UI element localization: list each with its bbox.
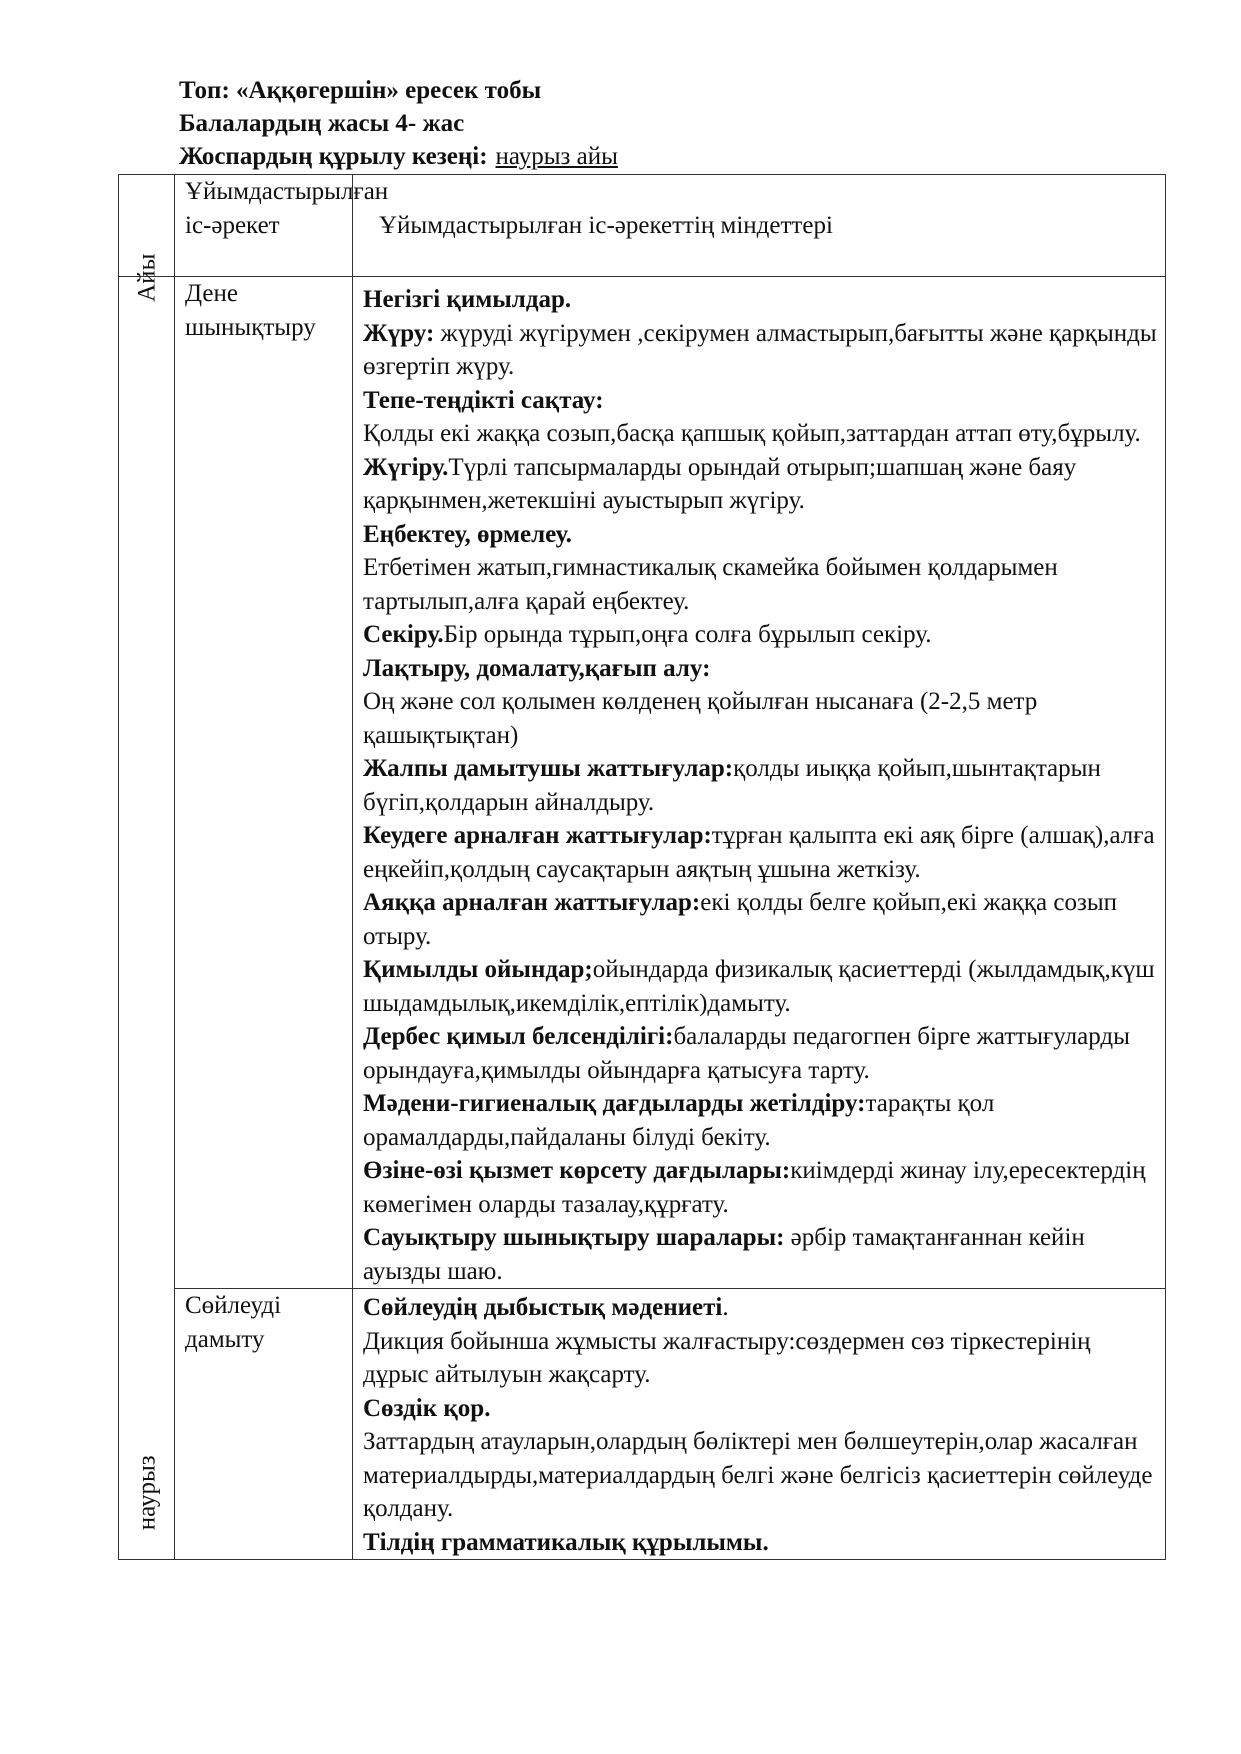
tasks-cell-speech bbox=[353, 1289, 1166, 1560]
period-value: наурыз айы bbox=[495, 143, 618, 170]
month-cell bbox=[119, 277, 175, 1560]
task-heading: Сөйлеудің дыбыстық мәдениеті bbox=[363, 1294, 723, 1321]
task-paragraph bbox=[363, 551, 1159, 618]
task-heading: Дербес қимыл белсенділігі: bbox=[363, 1023, 674, 1050]
table-header-row bbox=[119, 175, 1166, 277]
task-text: Етбетімен жатып,гимнастикалық скамейка бойымен қолдарымен тартылып,алға қарай еңбектеу. bbox=[363, 554, 1058, 615]
task-paragraph bbox=[363, 819, 1159, 886]
task-paragraph bbox=[363, 1221, 1159, 1288]
task-text: . bbox=[722, 1294, 729, 1321]
task-text: балаларды педагогпен бірге жаттығуларды орындауға,қимылды ойындарға қатысуға тарту. bbox=[363, 1023, 1130, 1084]
task-paragraph bbox=[363, 518, 1159, 552]
task-heading: Қимылды ойындар; bbox=[363, 956, 593, 983]
task-text: жүруді жүгірумен ,секірумен алмастырып,бағытты және қарқынды өзгертіп жүру. bbox=[363, 319, 1157, 380]
task-text: ойындарда физикалық қасиеттерді (жылдамдық,күш шыдамдылық,икемділік,ептілік)дамыту. bbox=[363, 956, 1155, 1017]
task-paragraph bbox=[363, 1325, 1159, 1392]
task-heading: Кеудеге арналған жаттығулар: bbox=[363, 822, 712, 849]
task-text: Бір орында тұрып,оңға солға бұрылып секіру. bbox=[443, 621, 932, 648]
task-paragraph bbox=[363, 384, 1159, 418]
task-paragraph bbox=[363, 618, 1159, 652]
task-paragraph bbox=[363, 283, 1159, 317]
header-month-cell bbox=[119, 175, 175, 302]
task-heading: Жүру: bbox=[363, 319, 435, 347]
header-tasks-cell: Ұйымдастырылған іс-әрекеттің міндеттері bbox=[353, 175, 1166, 277]
task-paragraph bbox=[363, 652, 1159, 686]
task-heading: Сөздік қор. bbox=[363, 1394, 491, 1422]
month-label: наурыз bbox=[132, 1454, 160, 1530]
task-text: тарақты қол орамалдарды,пайдаланы білуді бекіту. bbox=[363, 1090, 995, 1151]
task-heading: Жүгіру. bbox=[363, 453, 449, 481]
task-paragraph bbox=[363, 886, 1159, 953]
task-heading: Тілдің грамматикалық құрылымы. bbox=[363, 1528, 769, 1556]
task-paragraph bbox=[363, 1154, 1159, 1221]
table-row-physical bbox=[119, 277, 1166, 1289]
task-text: екі қолды белге қойып,екі жаққа созып отыру. bbox=[363, 889, 1118, 950]
task-paragraph bbox=[363, 1087, 1159, 1154]
task-paragraph bbox=[363, 1291, 1159, 1325]
task-text: киімдерді жинау ілу,ересектердің көмегімен оларды тазалау,құрғату. bbox=[363, 1157, 1146, 1218]
activity-cell-physical: Дене шынықтыру bbox=[175, 277, 353, 1289]
header-month-label: Айы bbox=[132, 253, 160, 302]
task-heading: Өзіне-өзі қызмет көрсету дағдылары: bbox=[363, 1157, 791, 1184]
period-label: Жоспардың құрылу кезеңі: bbox=[179, 143, 488, 170]
task-paragraph bbox=[363, 451, 1159, 518]
task-text: әрбір тамақтанғаннан кейін ауызды шаю. bbox=[363, 1224, 1085, 1285]
header-activity-cell: Ұйымдастырылған іс-әрекет bbox=[175, 175, 353, 277]
task-heading: Мәдени-гигиеналық дағдыларды жетілдіру: bbox=[363, 1090, 866, 1117]
task-paragraph bbox=[363, 1020, 1159, 1087]
activity-cell-speech: Сөйлеуді дамыту bbox=[175, 1289, 353, 1560]
task-text: Дикция бойынша жұмысты жалғастыру:сөздермен сөз тіркестерінің дұрыс айтылуын жақсарту. bbox=[363, 1327, 1091, 1388]
task-paragraph bbox=[363, 417, 1159, 451]
task-text: қолды иыққа қойып,шынтақтарын бүгіп,қолдарын айналдыру. bbox=[363, 755, 1101, 816]
task-heading: Аяққа арналған жаттығулар: bbox=[363, 889, 701, 916]
task-heading: Секіру. bbox=[363, 621, 444, 648]
task-heading: Лақтыру, домалату,қағып алу: bbox=[363, 654, 711, 682]
task-text: Қолды екі жаққа созып,басқа қапшық қойып,заттардан аттап өту,бұрылу. bbox=[363, 420, 1141, 447]
task-paragraph bbox=[363, 752, 1159, 819]
task-paragraph bbox=[363, 685, 1159, 752]
task-heading: Жалпы дамытушы жаттығулар: bbox=[363, 755, 734, 782]
task-paragraph bbox=[363, 317, 1159, 384]
age-line: Балалардың жасы 4- жас bbox=[179, 110, 465, 137]
task-heading: Сауықтыру шынықтыру шаралары: bbox=[363, 1224, 785, 1251]
task-paragraph bbox=[363, 1425, 1159, 1526]
task-text: Заттардың атауларын,олардың бөліктері мен бөлшеутерін,олар жасалған материалдырды,материалдардың белгі және белгісіз қасиеттерін сөйлеуде қолдану. bbox=[363, 1428, 1153, 1522]
table-row-speech bbox=[119, 1289, 1166, 1560]
task-paragraph bbox=[363, 1526, 1159, 1560]
task-paragraph bbox=[363, 1392, 1159, 1426]
task-heading: Еңбектеу, өрмелеу. bbox=[363, 520, 572, 548]
task-heading: Негізгі қимылдар. bbox=[363, 286, 572, 313]
task-paragraph bbox=[363, 953, 1159, 1020]
group-line: Топ: «Аққөгершін» ересек тобы bbox=[179, 77, 542, 104]
plan-table bbox=[118, 174, 1166, 1560]
tasks-cell-physical bbox=[353, 277, 1166, 1289]
task-heading: Тепе-теңдікті сақтау: bbox=[363, 386, 604, 414]
task-text: тұрған қалыпта екі аяқ бірге (алшақ),алға еңкейіп,қолдың саусақтарын аяқтың ұшына жеткізу. bbox=[363, 822, 1155, 883]
task-text: Түрлі тапсырмаларды орындай отырып;шапшаң және баяу қарқынмен,жетекшіні ауыстырып жүгіру. bbox=[363, 453, 1077, 514]
task-text: Оң және сол қолымен көлденең қойылған нысанаға (2-2,5 метр қашықтықтан) bbox=[363, 688, 1038, 749]
period-line bbox=[179, 140, 618, 173]
document-header bbox=[179, 74, 618, 173]
